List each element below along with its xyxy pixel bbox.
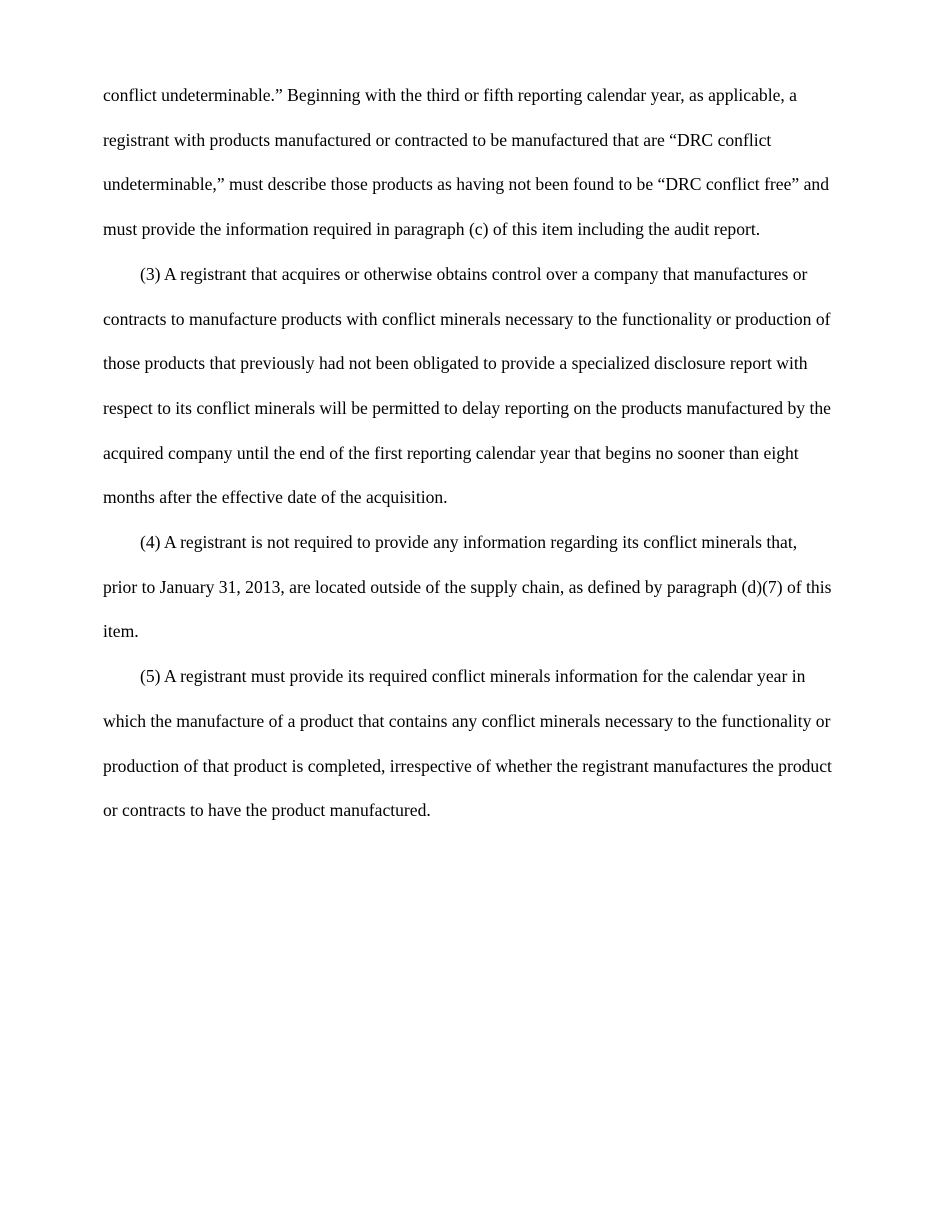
paragraph-continuation: conflict undeterminable.” Beginning with the third or fifth reporting calendar year, as applicable, a registrant with products manufactured or contracted to be manufactured that are “DRC conflict undeterminable,” must describe those products as having not been found to be “DRC conflict free” and must provide the information required in paragraph (c) of this item including the audit report. — [103, 85, 830, 240]
paragraph-4: (4) A registrant is not required to provide any information regarding its conflict minerals that, prior to January 31, 2013, are located outside of the supply chain, as defined by paragraph (d)(7) of this item. — [103, 532, 832, 642]
paragraph-5: (5) A registrant must provide its required conflict minerals information for the calendar year in which the manufacture of a product that contains any conflict minerals necessary to the functionality or production of that product is completed, irrespective of whether the registrant manufactures the product or contracts to have the product manufactured. — [103, 666, 832, 821]
paragraph-3: (3) A registrant that acquires or otherwise obtains control over a company that manufactures or contracts to manufacture products with conflict minerals necessary to the functionality or production of those products that previously had not been obligated to provide a specialized disclosure report with respect to its conflict minerals will be permitted to delay reporting on the products manufactured by the acquired company until the end of the first reporting calendar year that begins no sooner than eight months after the effective date of the acquisition. — [103, 263, 831, 508]
body-text — [103, 73, 833, 833]
